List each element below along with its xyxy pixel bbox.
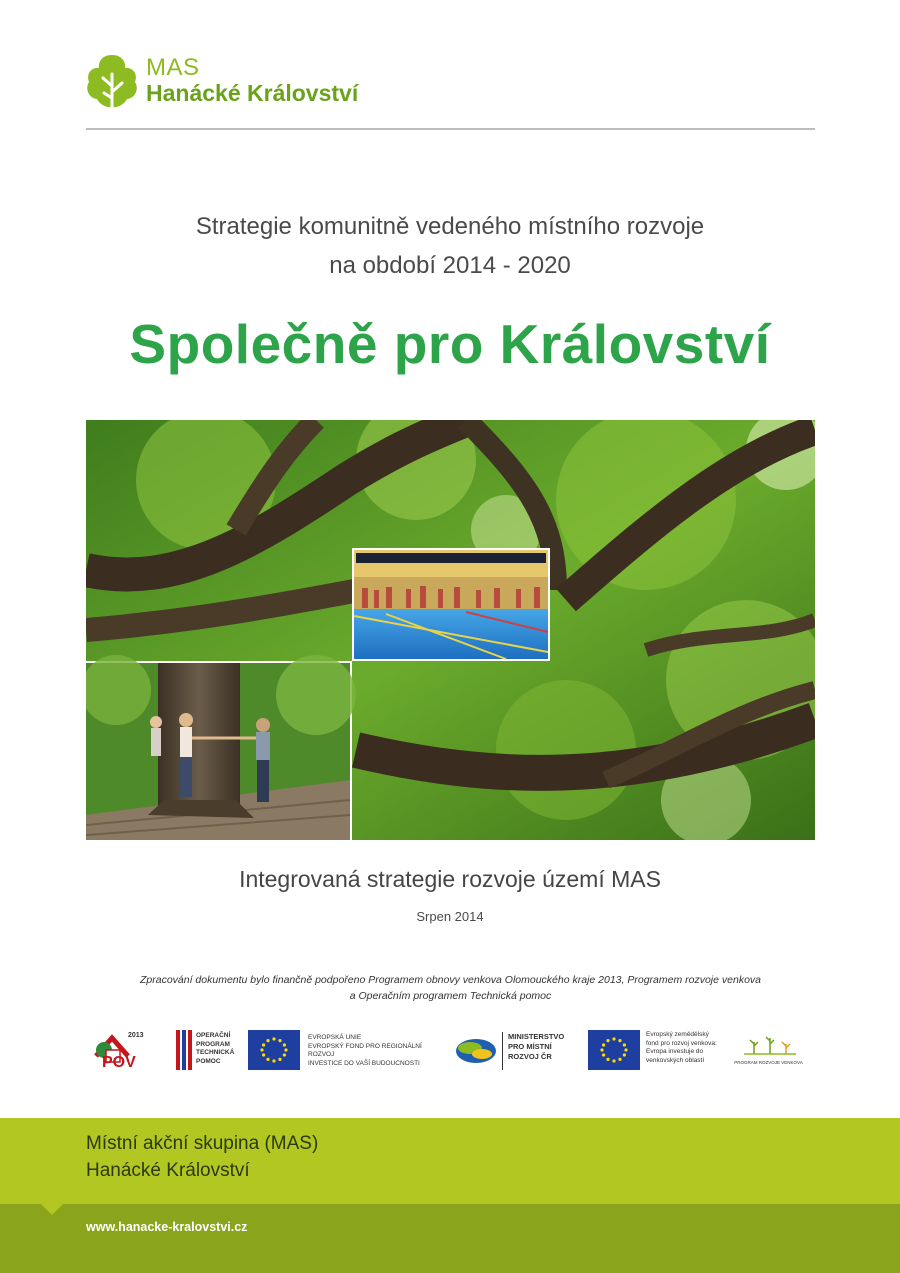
subtitle-line-1: Strategie komunitně vedeného místního rozvoje (195, 213, 705, 240)
mmr-line-2: PRO MÍSTNÍ (508, 1042, 552, 1051)
prv-label: PROGRAM ROZVOJE VENKOVA (734, 1060, 803, 1065)
prv-logo (726, 1026, 811, 1076)
logo-mas-text: MAS (146, 54, 200, 81)
eu-eafrd-logo (588, 1026, 718, 1076)
photo-collage (86, 420, 815, 840)
pov-year: 2013 (128, 1032, 144, 1039)
strategy-title: Integrovaná strategie rozvoje území MAS (239, 866, 661, 892)
swimming-pool-photo (352, 548, 550, 661)
op-tp-line-4: POMOC (196, 1057, 221, 1065)
funding-statement (86, 972, 815, 1004)
mas-logo (84, 52, 404, 114)
eu-erdf-line-3: INVESTICE DO VAŠÍ BUDOUCNOSTI (308, 1059, 420, 1067)
op-tp-line-3: TECHNICKÁ (196, 1049, 235, 1056)
eu-eafrd-line-3: Evropa investuje do (646, 1048, 704, 1055)
pov-logo (92, 1026, 154, 1076)
eu-erdf-line-1: EVROPSKÁ UNIE (308, 1034, 362, 1041)
eu-flag-icon (248, 1030, 300, 1070)
footer-website-link[interactable]: www.hanacke-kralovstvi.cz (86, 1220, 248, 1234)
prv-sprout-icon (740, 1032, 800, 1058)
main-title: Společně pro Království (129, 313, 771, 375)
eu-eafrd-line-1: Evropský zemědělský (646, 1031, 709, 1038)
footer-url-band (0, 1204, 900, 1273)
mmr-line-3: ROZVOJ ČR (508, 1052, 552, 1061)
eu-erdf-logo (248, 1026, 433, 1076)
mmr-logo (454, 1026, 579, 1076)
footer-notch (40, 1203, 64, 1215)
op-tp-stripes (176, 1030, 192, 1070)
eu-eafrd-line-2: fond pro rozvoj venkova: (646, 1039, 717, 1047)
subtitle-line-2: na období 2014 - 2020 (329, 252, 571, 279)
eu-flag-icon (588, 1030, 640, 1070)
document-date: Srpen 2014 (416, 909, 484, 924)
pov-label: POV (102, 1054, 136, 1071)
op-tp-logo (176, 1026, 238, 1076)
eu-eafrd-line-4: venkovských oblastí (646, 1056, 705, 1064)
children-hugging-tree-photo (86, 655, 356, 840)
mmr-emblem-icon (454, 1036, 498, 1066)
mmr-line-1: MINISTERSTVO (508, 1032, 565, 1041)
logo-name-text: Hanácké Království (146, 80, 359, 106)
op-tp-line-1: OPERAČNÍ (196, 1032, 231, 1039)
op-tp-line-2: PROGRAM (196, 1040, 230, 1048)
funding-line-2: a Operačním programem Technická pomoc (349, 990, 552, 1002)
partner-logos (86, 1026, 815, 1076)
header-divider (86, 128, 815, 130)
footer-org-line-1: Místní akční skupina (MAS) (86, 1133, 319, 1154)
footer-org-line-2: Hanácké Království (86, 1160, 250, 1181)
eu-erdf-line-2: EVROPSKÝ FOND PRO REGIONÁLNÍ ROZVOJ (308, 1042, 422, 1058)
funding-line-1: Zpracování dokumentu bylo finančně podpořeno Programem obnovy venkova Olomouckého kraje 2013, Programem rozvoje venkova (139, 974, 761, 986)
oak-leaf-icon (84, 52, 140, 110)
